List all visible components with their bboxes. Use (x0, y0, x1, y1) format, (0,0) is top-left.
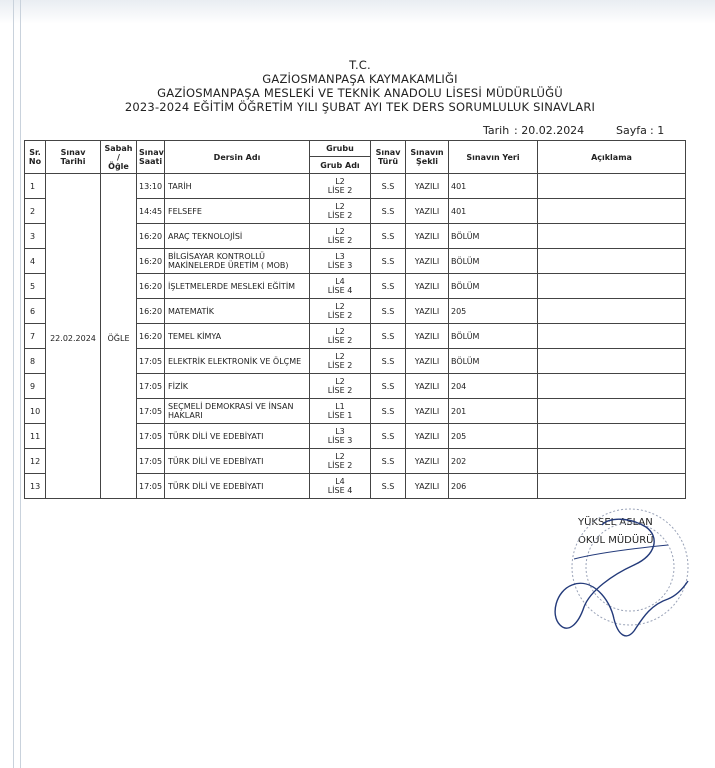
table-body (25, 174, 686, 499)
header-sinav-turu (371, 141, 406, 174)
cell-aciklama (538, 174, 686, 199)
cell-dersin-adi (165, 474, 310, 499)
cell-grubu-text: L4 LİSE 4 (327, 477, 353, 495)
cell-dersin-adi-text: TÜRK DİLİ VE EDEBİYATI (168, 431, 264, 441)
cell-grubu-text: L2 LİSE 2 (327, 227, 353, 245)
cell-sinavin-sekli (406, 274, 449, 299)
cell-sinav-turu-text: S.S (381, 306, 395, 316)
cell-dersin-adi (165, 324, 310, 349)
cell-dersin-adi-text: MATEMATİK (168, 306, 214, 316)
header-sinav-turu-text: Sınav Türü (375, 148, 401, 166)
cell-sinav-turu-text: S.S (381, 431, 395, 441)
cell-dersin-adi-text: FELSEFE (168, 206, 202, 216)
cell-grubu (310, 249, 371, 274)
cell-sinavin-yeri (449, 249, 538, 274)
cell-sinav-saati (137, 249, 165, 274)
cell-grubu-text: L4 LİSE 4 (327, 277, 353, 295)
cell-sinavin-yeri-text: 205 (451, 431, 467, 441)
cell-sinavin-yeri-text: 204 (451, 381, 467, 391)
table-row (25, 174, 686, 199)
cell-sr-no-text: 10 (30, 406, 41, 416)
header-sinav-saati-text: Sınav Saati (139, 148, 164, 166)
cell-sinav-turu (371, 324, 406, 349)
cell-grubu (310, 274, 371, 299)
cell-sinavin-yeri-text: 401 (451, 206, 467, 216)
cell-sinav-saati-text: 16:20 (139, 231, 163, 241)
cell-grubu-text: L2 LİSE 2 (327, 177, 353, 195)
cell-sinavin-sekli (406, 399, 449, 424)
cell-sinavin-sekli-text: YAZILI (414, 306, 440, 316)
cell-sr-no-text: 13 (30, 481, 41, 491)
cell-sinav-saati (137, 449, 165, 474)
cell-grubu (310, 399, 371, 424)
cell-sinav-turu (371, 474, 406, 499)
scan-top-shade (0, 0, 715, 24)
cell-dersin-adi (165, 424, 310, 449)
cell-dersin-adi (165, 249, 310, 274)
cell-sinav-turu (371, 399, 406, 424)
scan-margin-line (20, 0, 21, 768)
signatory-title: OKUL MÜDÜRÜ (578, 535, 654, 546)
cell-sinav-turu-text: S.S (381, 206, 395, 216)
cell-sr-no (25, 449, 46, 474)
cell-sinav-saati (137, 224, 165, 249)
header-kaymakamlik: GAZİOSMANPAŞA KAYMAKAMLIĞI (262, 72, 458, 86)
cell-sinav-saati-text: 13:10 (139, 181, 163, 191)
cell-grubu (310, 199, 371, 224)
cell-sinav-saati (137, 374, 165, 399)
cell-sr-no-text: 2 (30, 206, 36, 216)
cell-sinavin-yeri-text: BÖLÜM (451, 281, 480, 291)
cell-sr-no (25, 424, 46, 449)
cell-sinavin-yeri-text: 201 (451, 406, 467, 416)
header-sinavin-sekli (406, 141, 449, 174)
cell-sinavin-yeri (449, 174, 538, 199)
cell-sinavin-yeri (449, 449, 538, 474)
cell-dersin-adi-text: TEMEL KİMYA (168, 331, 222, 341)
header-school: GAZİOSMANPAŞA MESLEKİ VE TEKNİK ANADOLU LİSESİ MÜDÜRLÜĞÜ (157, 86, 563, 100)
cell-sr-no-text: 7 (30, 331, 36, 341)
cell-sinav-turu-text: S.S (381, 456, 395, 466)
cell-grubu-text: L3 LİSE 3 (327, 427, 353, 445)
cell-sinav-turu (371, 224, 406, 249)
cell-dersin-adi-text: TARİH (168, 181, 192, 191)
cell-dersin-adi (165, 349, 310, 374)
cell-sinavin-sekli (406, 349, 449, 374)
cell-sinav-saati (137, 199, 165, 224)
cell-grubu (310, 224, 371, 249)
cell-aciklama (538, 424, 686, 449)
cell-sinav-saati-text: 16:20 (139, 331, 163, 341)
cell-sinavin-sekli (406, 374, 449, 399)
cell-sabah-ogle-text: ÖĞLE (107, 334, 130, 343)
cell-sr-no (25, 174, 46, 199)
cell-sinav-turu (371, 249, 406, 274)
cell-sinavin-sekli (406, 249, 449, 274)
cell-grubu (310, 474, 371, 499)
header-aciklama (538, 141, 686, 174)
cell-sr-no (25, 274, 46, 299)
cell-sinavin-yeri (449, 324, 538, 349)
cell-sinav-saati-text: 16:20 (139, 256, 163, 266)
header-aciklama-text: Açıklama (591, 152, 632, 162)
cell-sinavin-yeri-text: 202 (451, 456, 467, 466)
cell-sinav-tarihi-text: 22.02.2024 (50, 334, 96, 343)
cell-sr-no-text: 5 (30, 281, 36, 291)
cell-sinavin-yeri (449, 424, 538, 449)
cell-grubu (310, 449, 371, 474)
cell-sinavin-sekli-text: YAZILI (414, 356, 440, 366)
cell-sinavin-yeri (449, 349, 538, 374)
handwritten-signature (555, 519, 688, 636)
cell-sinav-saati-text: 17:05 (139, 481, 163, 491)
cell-sinav-saati-text: 17:05 (139, 406, 163, 416)
header-sinav-saati (137, 141, 165, 174)
header-dersin-adi (165, 141, 310, 174)
cell-aciklama (538, 249, 686, 274)
cell-sinavin-sekli (406, 324, 449, 349)
cell-grubu (310, 374, 371, 399)
cell-sinavin-sekli (406, 224, 449, 249)
cell-sinav-turu (371, 274, 406, 299)
cell-sinav-saati-text: 16:20 (139, 306, 163, 316)
cell-sinav-saati (137, 399, 165, 424)
cell-aciklama (538, 324, 686, 349)
cell-sr-no-text: 6 (30, 306, 36, 316)
cell-sinav-turu (371, 349, 406, 374)
header-dersin-adi-text: Dersin Adı (213, 152, 261, 162)
cell-sinavin-sekli (406, 474, 449, 499)
cell-sinavin-yeri-text: 206 (451, 481, 467, 491)
cell-aciklama (538, 274, 686, 299)
cell-sr-no (25, 374, 46, 399)
cell-sinav-saati-text: 17:05 (139, 356, 163, 366)
cell-sr-no-text: 9 (30, 381, 36, 391)
header-sabah-ogle-text: Sabah / Öğle (104, 143, 133, 171)
cell-sinav-turu-text: S.S (381, 231, 395, 241)
cell-sinav-turu (371, 424, 406, 449)
cell-sinav-saati (137, 424, 165, 449)
cell-sinav-turu-text: S.S (381, 356, 395, 366)
cell-sr-no (25, 224, 46, 249)
cell-dersin-adi-text: İŞLETMELERDE MESLEKİ EĞİTİM (168, 281, 296, 291)
cell-sinavin-sekli-text: YAZILI (414, 181, 440, 191)
cell-dersin-adi-text: SEÇMELİ DEMOKRASİ VE İNSAN HAKLARI (168, 402, 294, 420)
cell-dersin-adi-text: ARAÇ TEKNOLOJİSİ (168, 231, 243, 241)
header-sinav-tarihi-text: Sınav Tarihi (60, 148, 86, 166)
cell-sr-no (25, 299, 46, 324)
cell-sinav-turu (371, 199, 406, 224)
cell-dersin-adi-text: BİLGİSAYAR KONTROLLÜ MAKİNELERDE ÜRETİM ( MOB) (168, 252, 289, 270)
cell-aciklama (538, 224, 686, 249)
cell-sinavin-sekli-text: YAZILI (414, 381, 440, 391)
signatory-name: YÜKSEL ASLAN (578, 517, 653, 528)
exam-schedule-table (24, 140, 686, 499)
cell-sinavin-yeri (449, 474, 538, 499)
cell-sinav-saati-text: 14:45 (139, 206, 163, 216)
cell-sinav-turu-text: S.S (381, 481, 395, 491)
header-sabah-ogle (101, 141, 137, 174)
cell-dersin-adi (165, 399, 310, 424)
cell-grubu (310, 324, 371, 349)
cell-dersin-adi (165, 374, 310, 399)
cell-grubu-text: L2 LİSE 2 (327, 377, 353, 395)
cell-sinav-saati-text: 17:05 (139, 456, 163, 466)
cell-grubu-text: L3 LİSE 3 (327, 252, 353, 270)
cell-sinavin-sekli-text: YAZILI (414, 406, 440, 416)
cell-sinav-saati-text: 17:05 (139, 431, 163, 441)
document-header (40, 58, 680, 114)
cell-dersin-adi (165, 199, 310, 224)
cell-sr-no (25, 249, 46, 274)
cell-sinav-saati (137, 324, 165, 349)
cell-sr-no-text: 4 (30, 256, 36, 266)
cell-dersin-adi (165, 449, 310, 474)
header-sinavin-sekli-text: Sınavın Şekli (410, 148, 444, 166)
cell-sr-no (25, 199, 46, 224)
cell-sinavin-sekli (406, 424, 449, 449)
cell-grubu-text: L2 LİSE 2 (327, 302, 353, 320)
cell-grubu-text: L2 LİSE 2 (327, 327, 353, 345)
cell-aciklama (538, 199, 686, 224)
cell-sinav-saati (137, 349, 165, 374)
cell-grubu (310, 299, 371, 324)
cell-sinav-turu (371, 174, 406, 199)
cell-sinavin-yeri (449, 399, 538, 424)
cell-sinavin-yeri-text: 205 (451, 306, 467, 316)
cell-sinavin-yeri (449, 224, 538, 249)
cell-sr-no-text: 8 (30, 356, 36, 366)
header-tc: T.C. (349, 58, 371, 72)
sayfa-label: Sayfa (616, 124, 647, 137)
cell-grubu-text: L2 LİSE 2 (327, 352, 353, 370)
cell-grubu (310, 349, 371, 374)
cell-grubu-text: L1 LİSE 1 (327, 402, 353, 420)
cell-sinav-turu-text: S.S (381, 331, 395, 341)
cell-dersin-adi (165, 274, 310, 299)
tarih-label: Tarih (483, 124, 510, 137)
cell-sinav-turu-text: S.S (381, 406, 395, 416)
cell-sr-no (25, 349, 46, 374)
cell-grubu (310, 424, 371, 449)
cell-sr-no (25, 474, 46, 499)
cell-sinav-turu-text: S.S (381, 181, 395, 191)
cell-dersin-adi (165, 224, 310, 249)
cell-sinav-turu-text: S.S (381, 281, 395, 291)
header-grubu-text: Grubu (326, 144, 354, 153)
cell-sinavin-sekli-text: YAZILI (414, 456, 440, 466)
cell-sinavin-sekli-text: YAZILI (414, 231, 440, 241)
cell-sinavin-sekli-text: YAZILI (414, 206, 440, 216)
cell-sinavin-yeri (449, 199, 538, 224)
cell-sr-no-text: 1 (30, 181, 36, 191)
cell-sinavin-yeri-text: 401 (451, 181, 467, 191)
header-grubu (310, 141, 371, 157)
cell-sr-no (25, 324, 46, 349)
cell-sinav-turu (371, 299, 406, 324)
cell-sinav-saati-text: 17:05 (139, 381, 163, 391)
cell-sinavin-sekli (406, 449, 449, 474)
cell-dersin-adi-text: ELEKTRİK ELEKTRONİK VE ÖLÇME (168, 356, 302, 366)
cell-sr-no (25, 399, 46, 424)
cell-sinav-saati (137, 274, 165, 299)
cell-dersin-adi (165, 299, 310, 324)
cell-sinav-saati-text: 16:20 (139, 281, 163, 291)
header-sr-no (25, 141, 46, 174)
header-sinavin-yeri (449, 141, 538, 174)
cell-sinavin-sekli (406, 174, 449, 199)
cell-sinavin-sekli (406, 199, 449, 224)
header-sr-no-text: Sr. No (28, 148, 42, 166)
cell-sinavin-yeri-text: BÖLÜM (451, 256, 480, 266)
header-sinavin-yeri-text: Sınavın Yeri (466, 152, 520, 162)
cell-sabah-ogle (101, 174, 137, 499)
cell-sr-no-text: 11 (30, 431, 41, 441)
cell-sr-no-text: 12 (30, 456, 41, 466)
cell-sinavin-yeri-text: BÖLÜM (451, 331, 480, 341)
scan-margin-line (13, 0, 14, 768)
cell-sinav-turu-text: S.S (381, 256, 395, 266)
cell-sinav-tarihi (46, 174, 101, 499)
cell-sinavin-sekli (406, 299, 449, 324)
cell-sinavin-sekli-text: YAZILI (414, 256, 440, 266)
cell-aciklama (538, 449, 686, 474)
cell-aciklama (538, 399, 686, 424)
signature-stamp-graphic (538, 495, 698, 655)
header-grub-adi (310, 157, 371, 174)
header-grub-adi-text: Grub Adı (320, 160, 360, 170)
cell-sr-no-text: 3 (30, 231, 36, 241)
cell-grubu-text: L2 LİSE 2 (327, 202, 353, 220)
cell-dersin-adi (165, 174, 310, 199)
cell-dersin-adi-text: TÜRK DİLİ VE EDEBİYATI (168, 456, 264, 466)
cell-sinavin-yeri (449, 274, 538, 299)
cell-sinavin-yeri (449, 299, 538, 324)
header-exam-title: 2023-2024 EĞİTİM ÖĞRETİM YILI ŞUBAT AYI TEK DERS SORUMLULUK SINAVLARI (124, 100, 596, 114)
cell-sinavin-yeri (449, 374, 538, 399)
cell-sinavin-sekli-text: YAZILI (414, 281, 440, 291)
cell-sinav-saati (137, 299, 165, 324)
cell-grubu (310, 174, 371, 199)
cell-aciklama (538, 374, 686, 399)
cell-aciklama (538, 299, 686, 324)
cell-sinavin-sekli-text: YAZILI (414, 331, 440, 341)
cell-dersin-adi-text: TÜRK DİLİ VE EDEBİYATI (168, 481, 264, 491)
cell-sinavin-sekli-text: YAZILI (414, 431, 440, 441)
cell-sinav-turu-text: S.S (381, 381, 395, 391)
handwritten-signature-flourish (574, 545, 668, 559)
tarih-value: : 20.02.2024 (514, 124, 585, 137)
cell-dersin-adi-text: FİZİK (168, 381, 189, 391)
cell-grubu-text: L2 LİSE 2 (327, 452, 353, 470)
cell-sinavin-sekli-text: YAZILI (414, 481, 440, 491)
sayfa-value: : 1 (650, 124, 665, 137)
cell-sinav-turu (371, 374, 406, 399)
cell-sinav-saati (137, 174, 165, 199)
cell-sinav-turu (371, 449, 406, 474)
header-sinav-tarihi (46, 141, 101, 174)
cell-sinavin-yeri-text: BÖLÜM (451, 231, 480, 241)
cell-aciklama (538, 349, 686, 374)
cell-sinav-saati (137, 474, 165, 499)
cell-sinavin-yeri-text: BÖLÜM (451, 356, 480, 366)
